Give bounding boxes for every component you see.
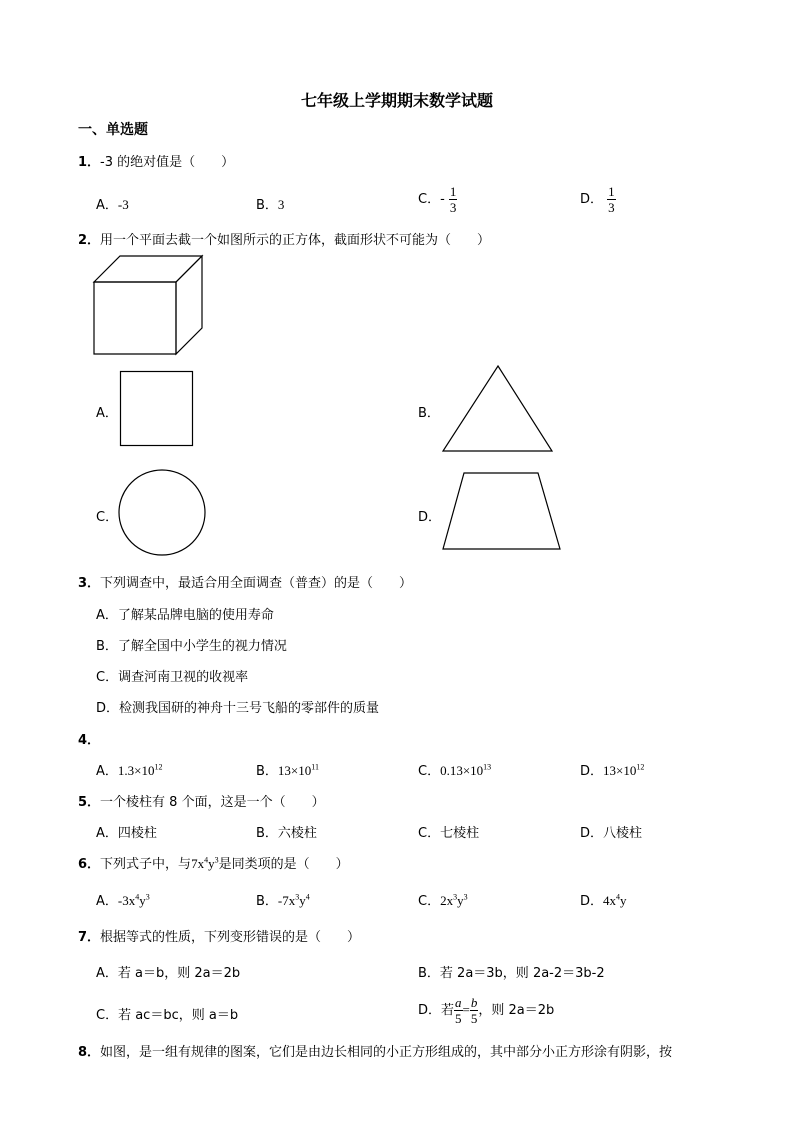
question-number: 4． [78, 733, 101, 748]
question-text: 根据等式的性质，下列变形错误的是（ ） [100, 930, 361, 945]
question-text: -3 的绝对值是（ ） [100, 155, 235, 170]
trapezoid-shape [442, 472, 562, 552]
fraction: $\frac{a}{5}$ [455, 995, 462, 1026]
q6-option-c: C．$2x^3y^3$ [418, 892, 468, 909]
q3-option-b: B．了解全国中小学生的视力情况 [96, 639, 287, 654]
triangle-shape [442, 365, 554, 453]
q4-option-d: D．$13\times 10^{12}$ [580, 762, 645, 779]
question-number: 2． [78, 233, 101, 248]
question-7 [78, 926, 360, 945]
question-3 [78, 572, 412, 591]
question-2 [78, 229, 490, 248]
q2-option-a-label: A． [96, 406, 118, 421]
q3-option-a: A．了解某品牌电脑的使用寿命 [96, 608, 274, 623]
q2-option-c-label: C． [96, 510, 119, 525]
question-number: 1． [78, 155, 101, 170]
q6-option-b: B．$-7x^3y^4$ [256, 892, 310, 909]
q2-option-d-label: D． [418, 510, 442, 525]
q1-option-a: A．-3 [96, 197, 129, 213]
fraction: $\frac{1}{3}$ [449, 184, 457, 215]
q5-option-c: C．七棱柱 [418, 826, 480, 841]
question-6: 6．下列式子中，与$7x^4y^3$是同类项的是（ ） [78, 855, 349, 872]
circle-shape [118, 469, 208, 557]
square-shape [120, 371, 194, 447]
section-heading: 一、单选题 [78, 122, 148, 138]
q5-option-d: D．八棱柱 [580, 826, 643, 841]
q3-option-d: D．检测我国研的神舟十三号飞船的零部件的质量 [96, 701, 380, 716]
question-number: 3． [78, 576, 101, 591]
q1-option-d: D． $\frac{1}{3}$ [580, 184, 615, 215]
question-text: 如图，是一组有规律的图案，它们是由边长相同的小正方形组成的，其中部分小正方形涂有阴影，按 [100, 1045, 673, 1060]
cube-figure [94, 254, 204, 356]
q6-option-a: A．$-3x^4y^3$ [96, 892, 150, 909]
question-text: 一个棱柱有 8 个面，这是一个（ ） [100, 795, 325, 810]
question-number: 8． [78, 1045, 101, 1060]
question-text: 下列式子中，与 [100, 857, 192, 872]
q4-option-b: B．$13\times 10^{11}$ [256, 762, 319, 779]
q7-option-c: C．若 ac＝bc，则 a＝b [96, 1008, 239, 1023]
question-4 [78, 729, 100, 748]
q5-option-b: B．六棱柱 [256, 826, 317, 841]
q6-option-d: D．$4x^4y$ [580, 892, 627, 909]
q4-option-a: A．$1.3\times 10^{12}$ [96, 762, 163, 779]
q3-option-c: C．调查河南卫视的收视率 [96, 670, 249, 685]
q1-option-b: B．3 [256, 197, 285, 213]
question-5 [78, 791, 325, 810]
q7-option-b: B．若 2a＝3b，则 2a-2＝3b-2 [418, 966, 605, 981]
question-1 [78, 151, 234, 170]
q1-option-c: C．- $\frac{1}{3}$ [418, 184, 457, 215]
q5-option-a: A．四棱柱 [96, 826, 157, 841]
q7-option-d: D．若 $\frac{a}{5}$ = $\frac{b}{5}$ ，则 2a＝2b [418, 995, 555, 1026]
q2-option-b-label: B． [418, 406, 440, 421]
q4-option-c: C．$0.13\times 10^{13}$ [418, 762, 492, 779]
page-title: 七年级上学期期末数学试题 [300, 91, 493, 110]
question-number: 5． [78, 795, 101, 810]
question-number: 6． [78, 857, 101, 872]
q7-option-a: A．若 a＝b，则 2a＝2b [96, 966, 241, 981]
fraction: $\frac{1}{3}$ [608, 184, 615, 215]
question-text: 用一个平面去截一个如图所示的正方体，截面形状不可能为（ ） [100, 233, 491, 248]
question-text: 下列调查中，最适合用全面调查（普查）的是（ ） [100, 576, 413, 591]
monomial: $7x^4y^3$ [191, 855, 219, 871]
question-8 [78, 1041, 672, 1060]
fraction: $\frac{b}{5}$ [470, 995, 478, 1026]
question-number: 7． [78, 930, 101, 945]
